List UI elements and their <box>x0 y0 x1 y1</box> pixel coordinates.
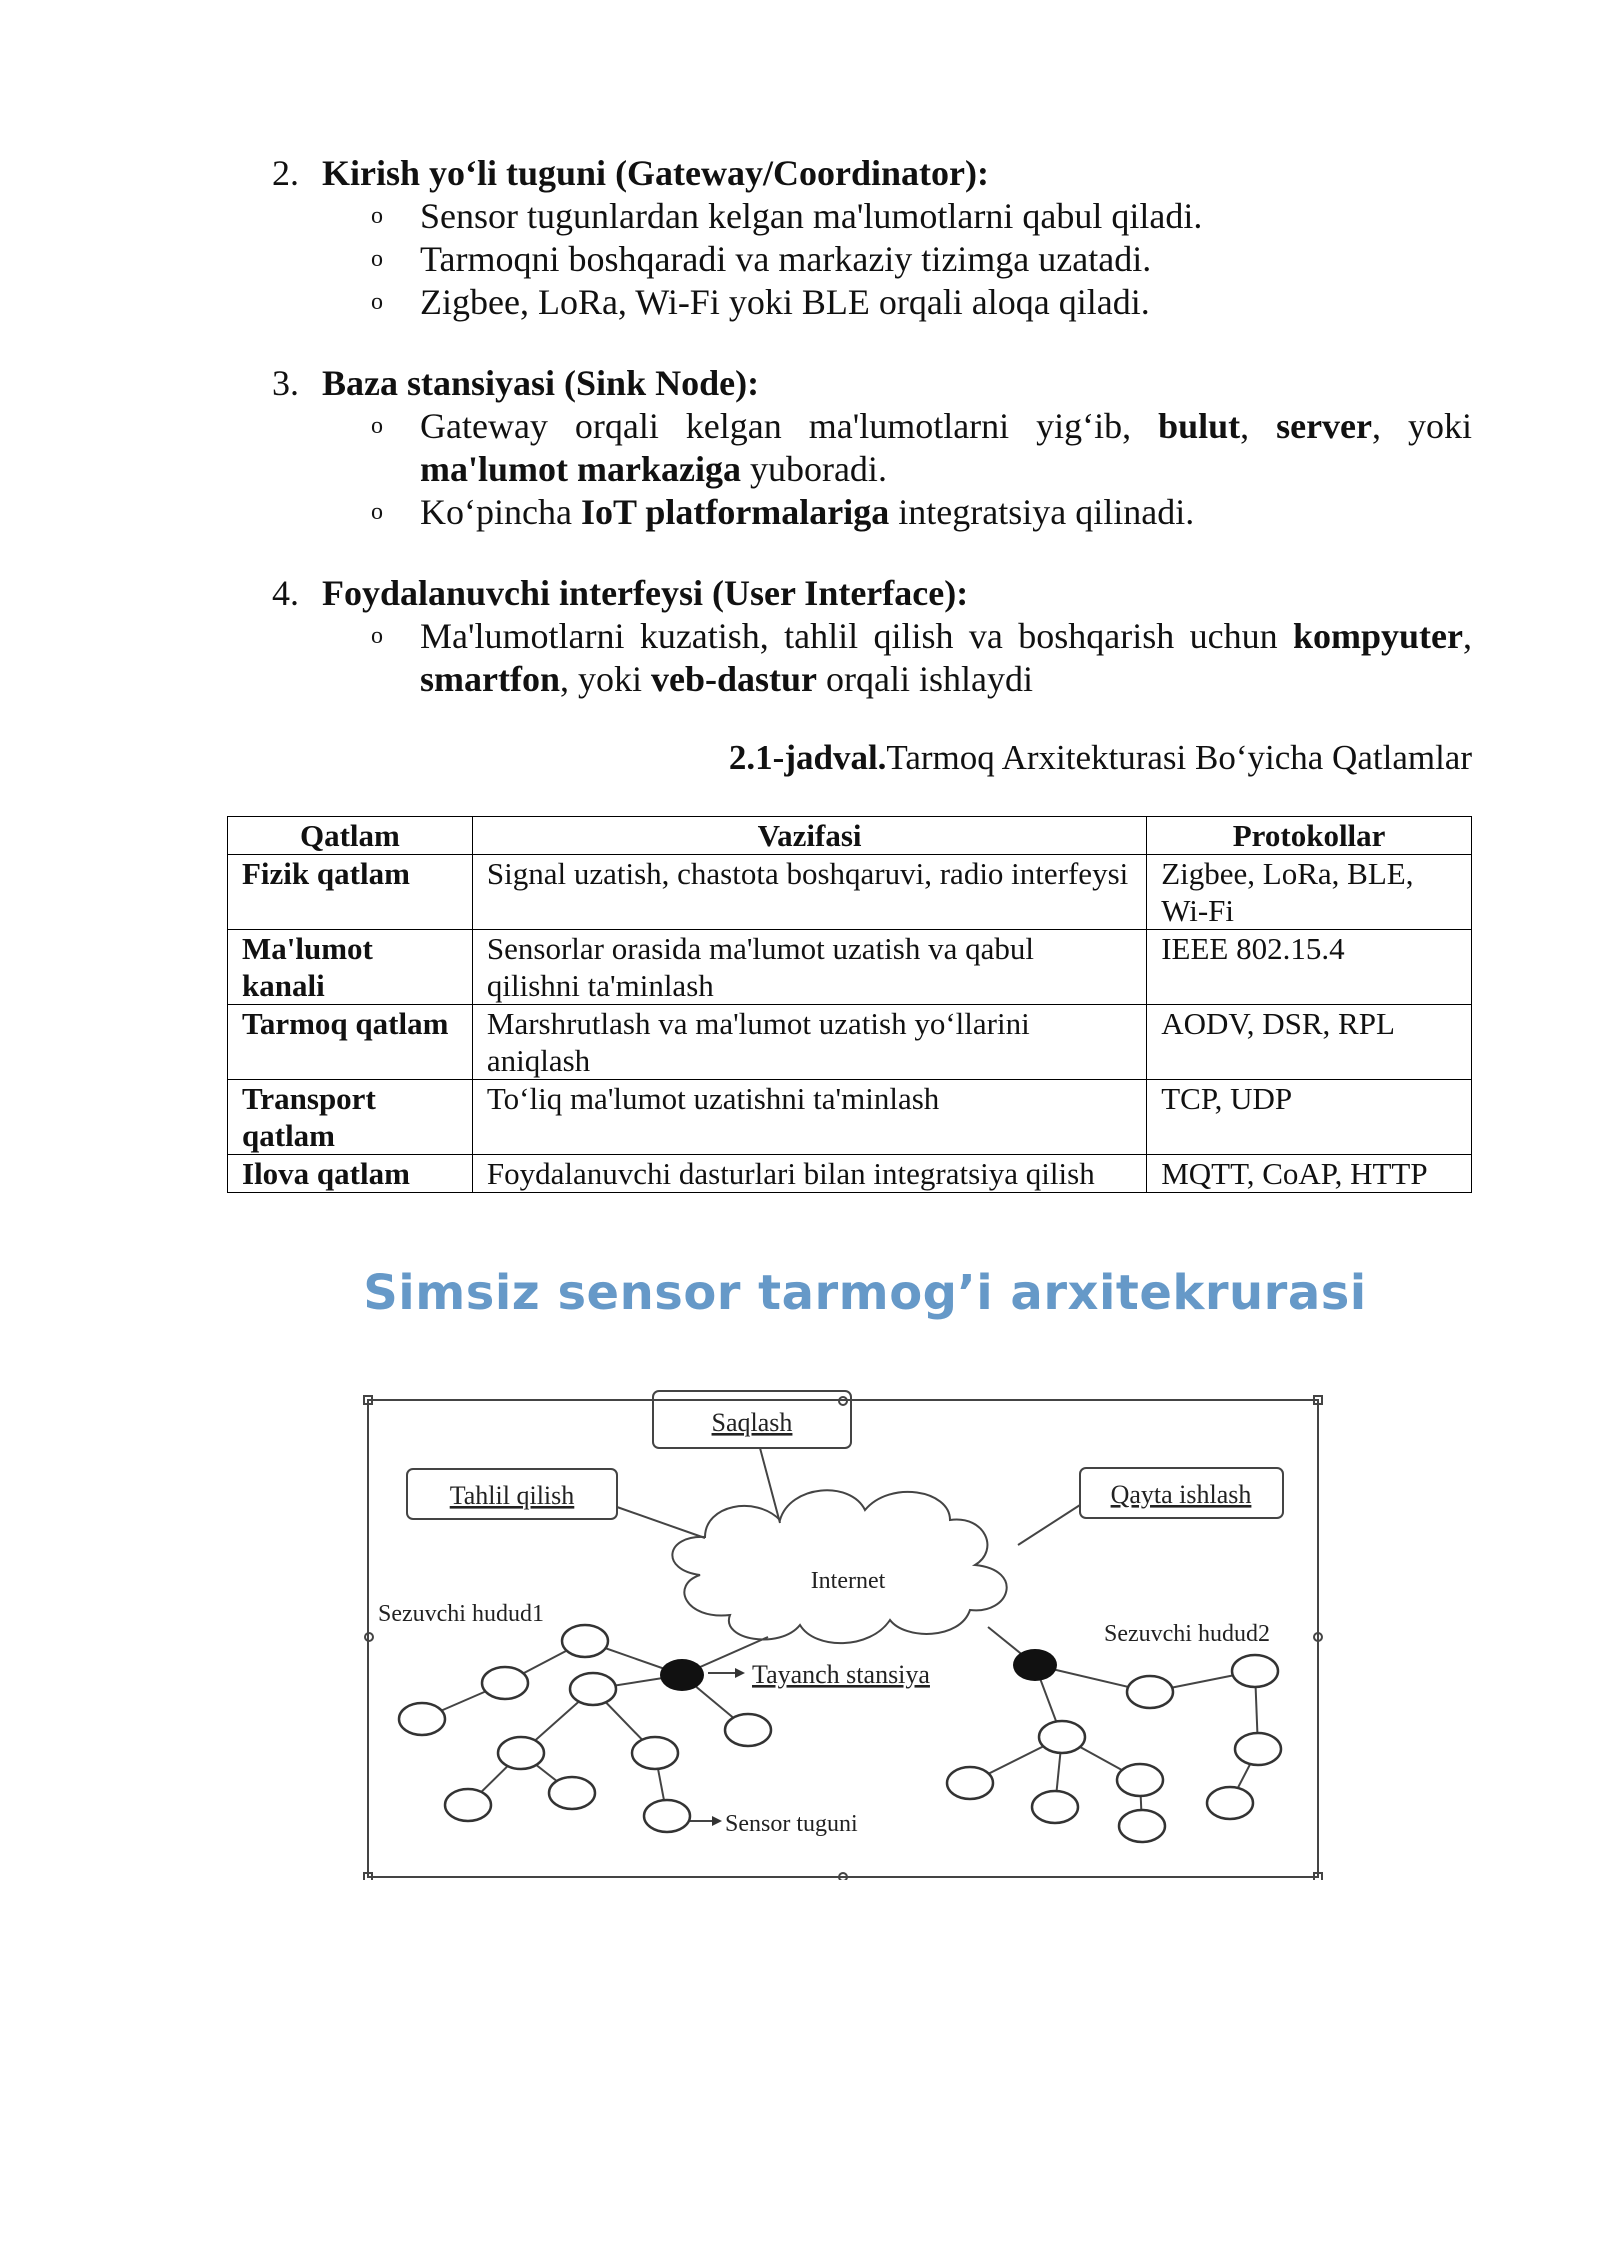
table-cell: Transport qatlam <box>228 1080 473 1155</box>
layers-table <box>227 816 1472 1193</box>
table-cell: TCP, UDP <box>1147 1080 1472 1155</box>
table-cell: IEEE 802.15.4 <box>1147 930 1472 1005</box>
list-item <box>272 491 1472 534</box>
table-row <box>228 1080 1472 1155</box>
sensor-node <box>1119 1810 1165 1842</box>
list-item-text: Zigbee, LoRa, Wi-Fi yoki BLE orqali aloqa qiladi. <box>420 282 1150 322</box>
sensor-node <box>445 1789 491 1821</box>
section-heading <box>272 152 1472 195</box>
list-item-text: Ko‘pincha <box>420 492 572 532</box>
list-item-text: yuboradi. <box>749 449 887 489</box>
table-cell: Fizik qatlam <box>228 855 473 930</box>
link-line <box>1018 1505 1080 1545</box>
sensor-node <box>1032 1791 1078 1823</box>
section-title: Foydalanuvchi interfeysi (User Interface): <box>322 573 969 613</box>
bullet-list <box>272 405 1472 534</box>
internet-label: Internet <box>810 1568 886 1594</box>
field1-label: Sezuvchi hudud1 <box>378 1601 544 1627</box>
bold-term: IoT platformalariga <box>580 492 890 532</box>
bullet-icon: o <box>371 289 383 315</box>
list-item-text: , yoki <box>559 659 642 699</box>
sensor-node <box>725 1714 771 1746</box>
bullet-icon: o <box>371 203 383 229</box>
column-header: Vazifasi <box>472 817 1146 855</box>
bullet-list <box>272 195 1472 324</box>
section-heading <box>272 572 1472 615</box>
table-header-row <box>228 817 1472 855</box>
list-item-text: orqali ishlaydi <box>826 659 1033 699</box>
section-heading <box>272 362 1472 405</box>
sensor-node <box>632 1737 678 1769</box>
table-caption-number: 2.1-jadval. <box>728 738 887 777</box>
sensor-node <box>1117 1764 1163 1796</box>
list-item-text: Sensor tugunlardan kelgan ma'lumotlarni qabul qiladi. <box>420 196 1203 236</box>
bullet-icon: o <box>371 413 383 439</box>
table-caption <box>729 738 1472 778</box>
table-cell: Sensorlar orasida ma'lumot uzatish va qabul qilishni ta'minlash <box>472 930 1146 1005</box>
processing-label: Qayta ishlash <box>1110 1480 1252 1509</box>
sensor-node <box>947 1767 993 1799</box>
table-cell: To‘liq ma'lumot uzatishni ta'minlash <box>472 1080 1146 1155</box>
list-item <box>272 405 1472 491</box>
list-item <box>272 281 1472 324</box>
base-station-node <box>1013 1649 1057 1681</box>
bold-term: bulut <box>1158 406 1241 446</box>
sensor-node <box>570 1673 616 1705</box>
column-header: Qatlam <box>228 817 473 855</box>
link-line <box>617 1507 705 1538</box>
table-cell: Ma'lumot kanali <box>228 930 473 1005</box>
sensor-node <box>482 1667 528 1699</box>
table-caption-text: Tarmoq Arxitekturasi Bo‘yicha Qatlamlar <box>886 738 1472 777</box>
sensor-node <box>644 1800 690 1832</box>
bullet-icon: o <box>371 623 383 649</box>
field2-label: Sezuvchi hudud2 <box>1104 1621 1270 1647</box>
sensor-node <box>562 1625 608 1657</box>
table-row <box>228 855 1472 930</box>
section-title: Baza stansiyasi (Sink Node): <box>322 363 760 403</box>
list-item-text: , <box>1240 406 1250 446</box>
table-cell: Zigbee, LoRa, BLE, Wi-Fi <box>1147 855 1472 930</box>
section-user-interface <box>272 572 1472 701</box>
section-number: 4. <box>272 573 299 613</box>
section-number: 3. <box>272 363 299 403</box>
list-item <box>272 195 1472 238</box>
list-item-text: , <box>1463 616 1472 656</box>
bullet-list <box>272 615 1472 701</box>
table-cell: MQTT, CoAP, HTTP <box>1147 1155 1472 1193</box>
section-gateway <box>272 152 1472 324</box>
wsn-architecture-diagram <box>360 1375 1330 1880</box>
arrow-head-icon <box>735 1668 745 1678</box>
section-title: Kirish yo‘li tuguni (Gateway/Coordinator): <box>322 153 989 193</box>
table-cell: Marshrutlash va ma'lumot uzatish yo‘llarini aniqlash <box>472 1005 1146 1080</box>
list-item-text: Gateway orqali kelgan ma'lumotlarni yig‘ib, <box>420 406 1132 446</box>
sensor-node <box>498 1737 544 1769</box>
table-row <box>228 1005 1472 1080</box>
sensor-node <box>1127 1676 1173 1708</box>
table-row <box>228 1155 1472 1193</box>
sensor-node <box>399 1703 445 1735</box>
bold-term: ma'lumot markaziga <box>420 449 741 489</box>
table-cell: Foydalanuvchi dasturlari bilan integratsiya qilish <box>472 1155 1146 1193</box>
sensor-node <box>549 1777 595 1809</box>
section-number: 2. <box>272 153 299 193</box>
diagram-title: Simsiz sensor tarmog’i arxitekrurasi <box>363 1265 1367 1321</box>
list-item <box>272 238 1472 281</box>
sensor-node <box>1235 1733 1281 1765</box>
arrow-head-icon <box>712 1816 722 1826</box>
list-item-text: Ma'lumotlarni kuzatish, tahlil qilish va boshqarish uchun <box>420 616 1278 656</box>
analysis-label: Tahlil qilish <box>449 1481 575 1510</box>
table-cell: Tarmoq qatlam <box>228 1005 473 1080</box>
table-cell: Signal uzatish, chastota boshqaruvi, radio interfeysi <box>472 855 1146 930</box>
bold-term: server <box>1276 406 1373 446</box>
sensor-node <box>1207 1787 1253 1819</box>
column-header: Protokollar <box>1147 817 1472 855</box>
section-sink-node <box>272 362 1472 534</box>
base-station-node <box>660 1659 704 1691</box>
table-cell: Ilova qatlam <box>228 1155 473 1193</box>
list-item-text: , yoki <box>1372 406 1472 446</box>
list-item-text: Tarmoqni boshqaradi va markaziy tizimga uzatadi. <box>420 239 1152 279</box>
sensor-node <box>1232 1655 1278 1687</box>
sensor-node-label: Sensor tuguni <box>725 1811 858 1837</box>
table-cell: AODV, DSR, RPL <box>1147 1005 1472 1080</box>
internet-cloud <box>672 1490 1006 1643</box>
bold-term: veb-dastur <box>651 659 818 699</box>
storage-label: Saqlash <box>711 1408 793 1437</box>
table-row <box>228 930 1472 1005</box>
bullet-icon: o <box>371 246 383 272</box>
bold-term: kompyuter <box>1293 616 1463 656</box>
base-station-label: Tayanch stansiya <box>752 1660 930 1689</box>
bold-term: smartfon <box>420 659 560 699</box>
list-item-text: integratsiya qilinadi. <box>898 492 1195 532</box>
list-item <box>272 615 1472 701</box>
sensor-node <box>1039 1721 1085 1753</box>
bullet-icon: o <box>371 499 383 525</box>
